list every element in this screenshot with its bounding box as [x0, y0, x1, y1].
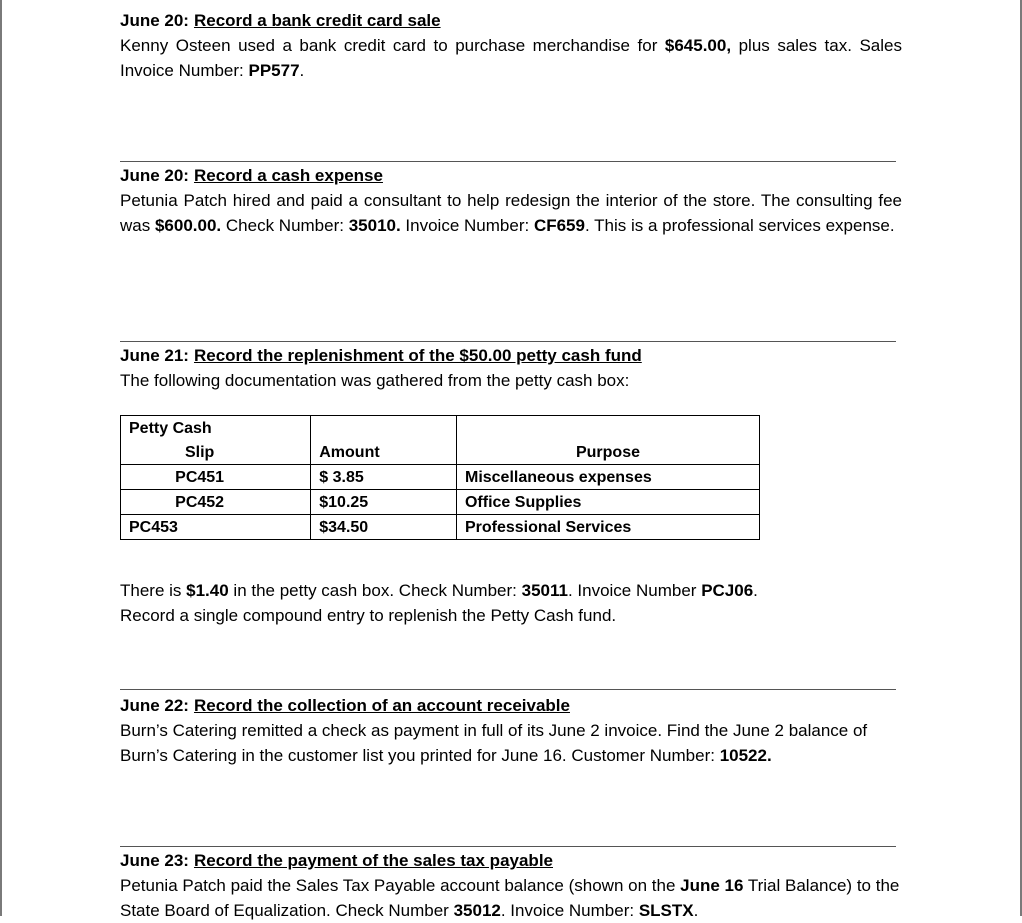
petty-cash-table-wrap [120, 415, 760, 545]
purpose-cell: Miscellaneous expenses [456, 465, 759, 490]
text-run: Kenny Osteen used a bank credit card to purchase merchandise for [120, 36, 665, 55]
divider-rule [120, 846, 896, 847]
divider-rule [120, 689, 896, 690]
page-border-left [0, 0, 2, 916]
header-amount: Amount [311, 440, 457, 465]
text-run: . Invoice Number [567, 581, 702, 600]
amount-cell: $34.50 [311, 515, 457, 540]
text-run: plus sales tax. Sales Invoice Number: [120, 36, 902, 80]
check-number: 35012 [453, 901, 501, 920]
petty-cash-box-text [120, 578, 902, 603]
trial-balance-date: June 16 [680, 876, 744, 895]
section-heading [120, 163, 902, 188]
text-run: Burn’s Catering remitted a check as payment in full of its June 2 invoice. Find the June 2 balance of Burn’s Catering in the customer list you printed for June 16. Customer Number: [120, 721, 868, 765]
heading-date: June 22: [120, 696, 189, 715]
slip-cell: PC452 [121, 490, 311, 515]
heading-title: Record the collection of an account receivable [193, 696, 570, 715]
table-header-row [121, 440, 760, 465]
section-text [120, 33, 902, 83]
header-spacer [311, 416, 457, 441]
heading-title: Record a bank credit card sale [193, 11, 441, 30]
text-run: There is [120, 581, 187, 600]
section-intro: The following documentation was gathered from the petty cash box: [120, 371, 630, 390]
heading-date: June 21: [120, 346, 189, 365]
table-row [121, 515, 760, 540]
cash-on-hand: $1.40 [186, 581, 229, 600]
section-june-21-petty-cash [120, 343, 902, 625]
petty-cash-table [120, 415, 760, 540]
heading-date: June 20: [120, 11, 189, 30]
table-row [121, 465, 760, 490]
heading-title: Record the replenishment of the $50.00 petty cash fund [193, 346, 642, 365]
section-june-22-account-receivable [120, 693, 902, 768]
section-heading [120, 343, 902, 368]
table-row [121, 490, 760, 515]
text-run: . Invoice Number: [500, 901, 639, 920]
amount-cell: $ 3.85 [311, 465, 457, 490]
purpose-cell: Office Supplies [456, 490, 759, 515]
header-spacer [456, 416, 759, 441]
header-slip-2: Slip [121, 440, 311, 465]
table-header-row [121, 416, 760, 441]
invoice-number: PP577 [248, 61, 300, 80]
section-heading [120, 8, 902, 33]
header-slip-1: Petty Cash [121, 416, 311, 441]
heading-title: Record the payment of the sales tax payable [193, 851, 553, 870]
fee-amount: $600.00. [154, 216, 222, 235]
divider-rule [120, 341, 896, 342]
section-june-23-sales-tax [120, 848, 902, 923]
heading-title: Record a cash expense [193, 166, 383, 185]
divider-rule [120, 161, 896, 162]
section-june-20-credit-card-sale [120, 8, 902, 83]
slip-cell: PC451 [121, 465, 311, 490]
text-run: Invoice Number: [400, 216, 534, 235]
instruction-text: Record a single compound entry to replenish the Petty Cash fund. [120, 606, 617, 625]
sale-amount: $645.00, [664, 36, 732, 55]
text-run: Petunia Patch hired and paid a consultant to help redesign the interior of the store. The consulting fee was [120, 191, 902, 235]
text-run: Trial Balance) to the State Board of Equalization. Check Number [120, 876, 900, 920]
section-heading [120, 693, 902, 718]
text-run: . [753, 581, 758, 600]
purpose-cell: Professional Services [456, 515, 759, 540]
text-run: Petunia Patch paid the Sales Tax Payable account balance (shown on the [120, 876, 681, 895]
heading-date: June 20: [120, 166, 189, 185]
invoice-number: PCJ06 [701, 581, 754, 600]
text-run: . [299, 61, 305, 80]
header-purpose: Purpose [456, 440, 759, 465]
heading-date: June 23: [120, 851, 189, 870]
customer-number: 10522. [719, 746, 772, 765]
section-june-20-cash-expense [120, 163, 902, 238]
text-run: . [693, 901, 699, 920]
invoice-number: CF659 [533, 216, 585, 235]
text-run: in the petty cash box. Check Number: [228, 581, 522, 600]
text-run: . This is a professional services expense. [584, 216, 895, 235]
text-run: Check Number: [221, 216, 349, 235]
check-number: 35011 [521, 581, 568, 600]
section-heading [120, 848, 902, 873]
invoice-number: SLSTX [638, 901, 694, 920]
amount-cell: $10.25 [311, 490, 457, 515]
section-text [120, 188, 902, 238]
slip-cell: PC453 [121, 515, 311, 540]
check-number: 35010. [348, 216, 401, 235]
petty-cash-notes [120, 578, 902, 628]
section-text [120, 718, 902, 768]
